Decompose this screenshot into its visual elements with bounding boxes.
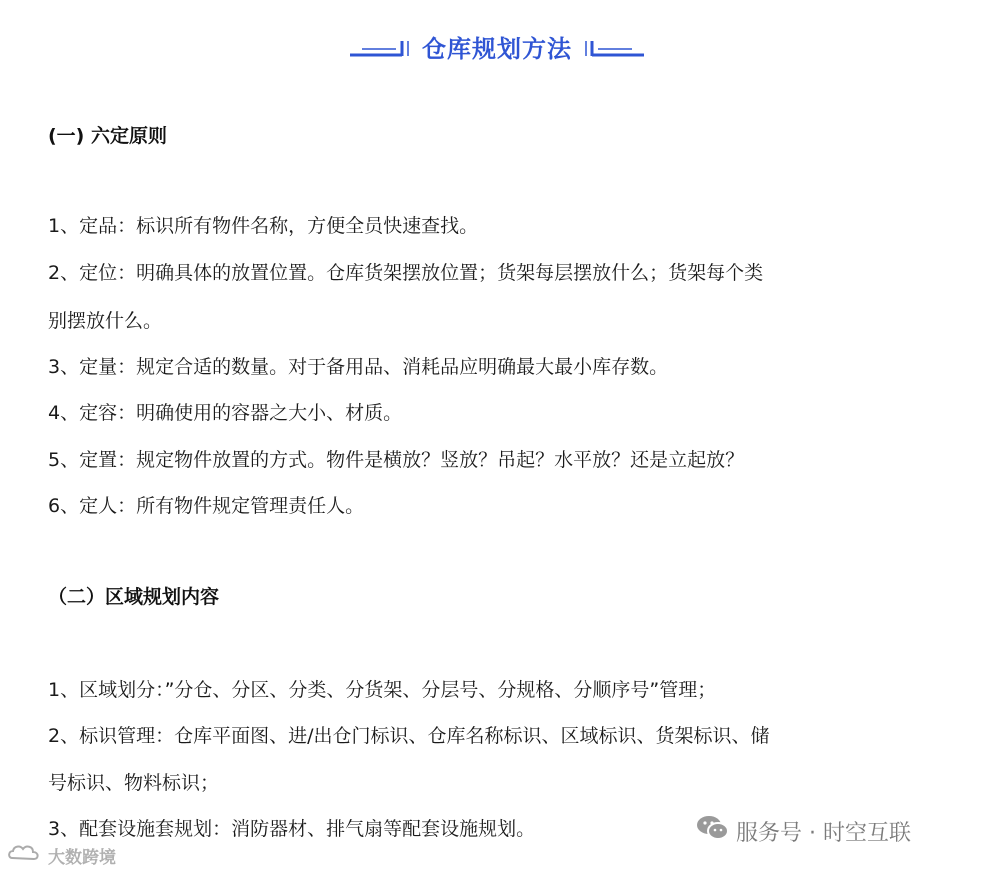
title-right-decoration-icon xyxy=(582,35,644,57)
cloud-logo-icon xyxy=(8,842,42,869)
principle-line: 4、定容：明确使用的容器之大小、材质。 xyxy=(48,402,403,424)
wechat-icon xyxy=(696,814,730,848)
planning-line: 3、配套设施套规划：消防器材、排气扇等配套设施规划。 xyxy=(48,818,536,840)
section-heading-six-principles: (一) 六定原则 xyxy=(48,125,167,147)
title-row xyxy=(0,28,994,64)
watermark-left-text: 大数跨境 xyxy=(48,848,116,868)
planning-line: 2、标识管理：仓库平面图、进/出仓门标识、仓库名称标识、区域标识、货架标识、储 xyxy=(48,725,770,747)
watermark-right xyxy=(696,814,911,848)
section-heading-area-planning: （二）区域规划内容 xyxy=(48,586,220,608)
watermark-right-text: 服务号 · 时空互联 xyxy=(736,820,911,846)
principle-line: 1、定品：标识所有物件名称，方便全员快速查找。 xyxy=(48,215,479,237)
planning-line-continuation: 号标识、物料标识； xyxy=(48,772,220,794)
title-left-decoration-icon xyxy=(350,35,412,57)
principle-line: 2、定位：明确具体的放置位置。仓库货架摆放位置；货架每层摆放什么；货架每个类 xyxy=(48,262,764,284)
watermark-left xyxy=(8,842,116,869)
principle-line: 3、定量：规定合适的数量。对于备用品、消耗品应明确最大最小库存数。 xyxy=(48,356,669,378)
page-title: 仓库规划方法 xyxy=(422,34,572,63)
principle-line: 5、定置：规定物件放置的方式。物件是横放？竖放？吊起？水平放？还是立起放？ xyxy=(48,449,745,471)
planning-line: 1、区域划分：”分仓、分区、分类、分货架、分层号、分规格、分顺序号”管理； xyxy=(48,679,717,701)
principle-line-continuation: 别摆放什么。 xyxy=(48,310,163,332)
principle-line: 6、定人：所有物件规定管理责任人。 xyxy=(48,495,365,517)
